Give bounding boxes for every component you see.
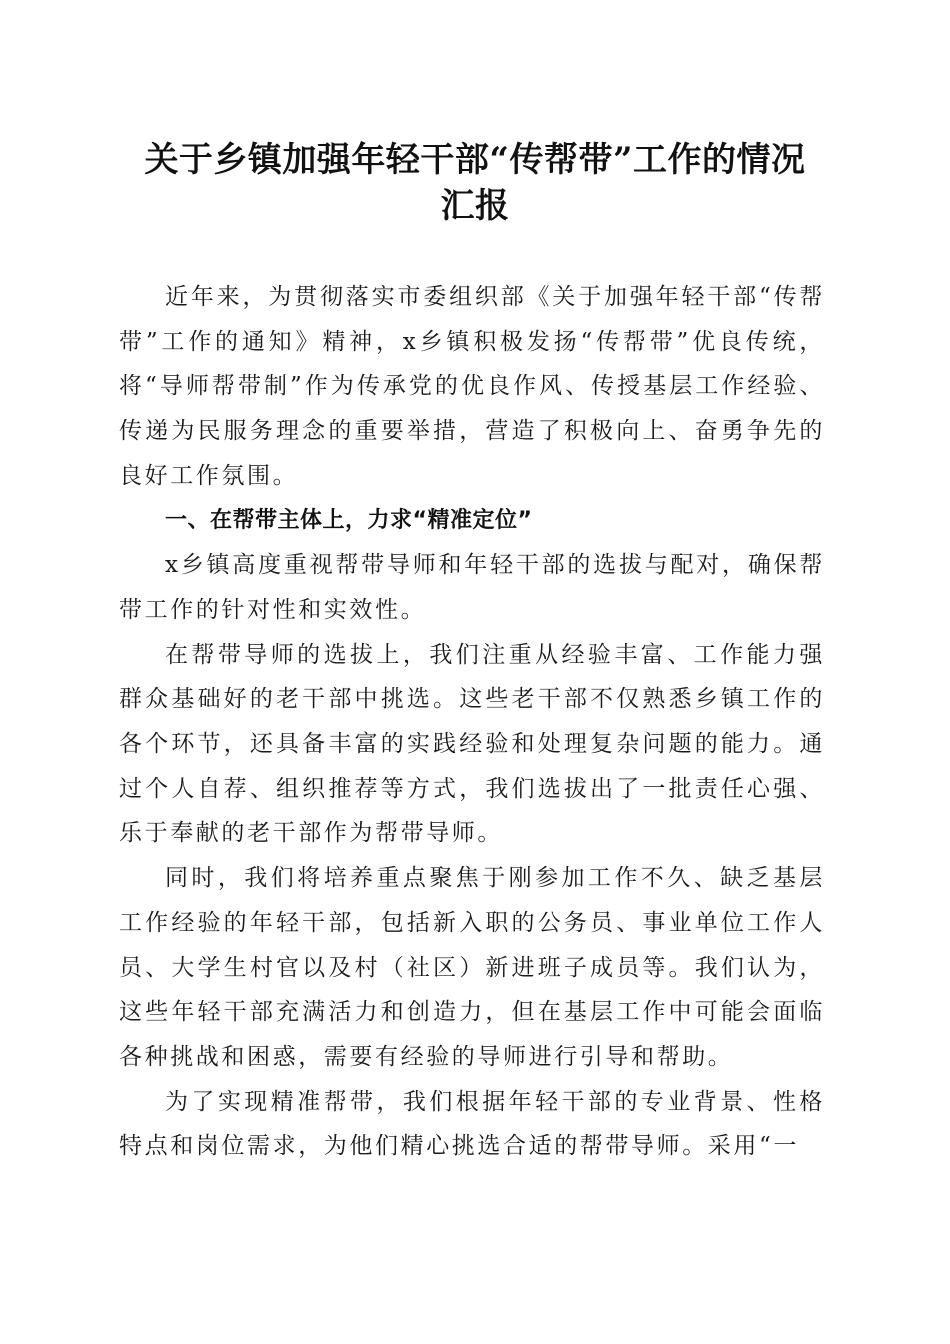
body-paragraph: 同时，我们将培养重点聚焦于刚参加工作不久、缺乏基层工作经验的年轻干部，包括新入职的公务员、事业单位工作人员、大学生村官以及村（社区）新进班子成员等。我们认为，这些年轻干部充满活力和创造力，但在基层工作中可能会面临各种挑战和困惑，需要有经验的导师进行引导和帮助。 xyxy=(119,865,825,1070)
document-title-line-2: 汇报 xyxy=(440,186,510,226)
section-heading-1: 一、在帮带主体上，力求“精准定位” xyxy=(165,507,533,533)
document-title-line-1: 关于乡镇加强年轻干部“传帮带”工作的情况 xyxy=(144,140,806,180)
body-paragraph: x乡镇高度重视帮带导师和年轻干部的选拔与配对，确保帮带工作的针对性和实效性。 xyxy=(119,552,825,623)
body-paragraph: 在帮带导师的选拔上，我们注重从经验丰富、工作能力强群众基础好的老干部中挑选。这些老干部不仅熟悉乡镇工作的各个环节，还具备丰富的实践经验和处理复杂问题的能力。通过个人自荐、组织推荐等方式，我们选拔出了一批责任心强、乐于奉献的老干部作为帮带导师。 xyxy=(119,641,825,847)
intro-paragraph: 近年来，为贯彻落实市委组织部《关于加强年轻干部“传帮带”工作的通知》精神，x乡镇积极发扬“传帮带”优良传统，将“导师帮带制”作为传承党的优良作风、传授基层工作经验、传递为民服务理念的重要举措，营造了积极向上、奋勇争先的良好工作氛围。 xyxy=(119,284,825,489)
document-body xyxy=(119,275,825,1169)
body-paragraph: 为了实现精准帮带，我们根据年轻干部的专业背景、性格特点和岗位需求，为他们精心挑选合适的帮带导师。采用“一 xyxy=(119,1088,825,1160)
